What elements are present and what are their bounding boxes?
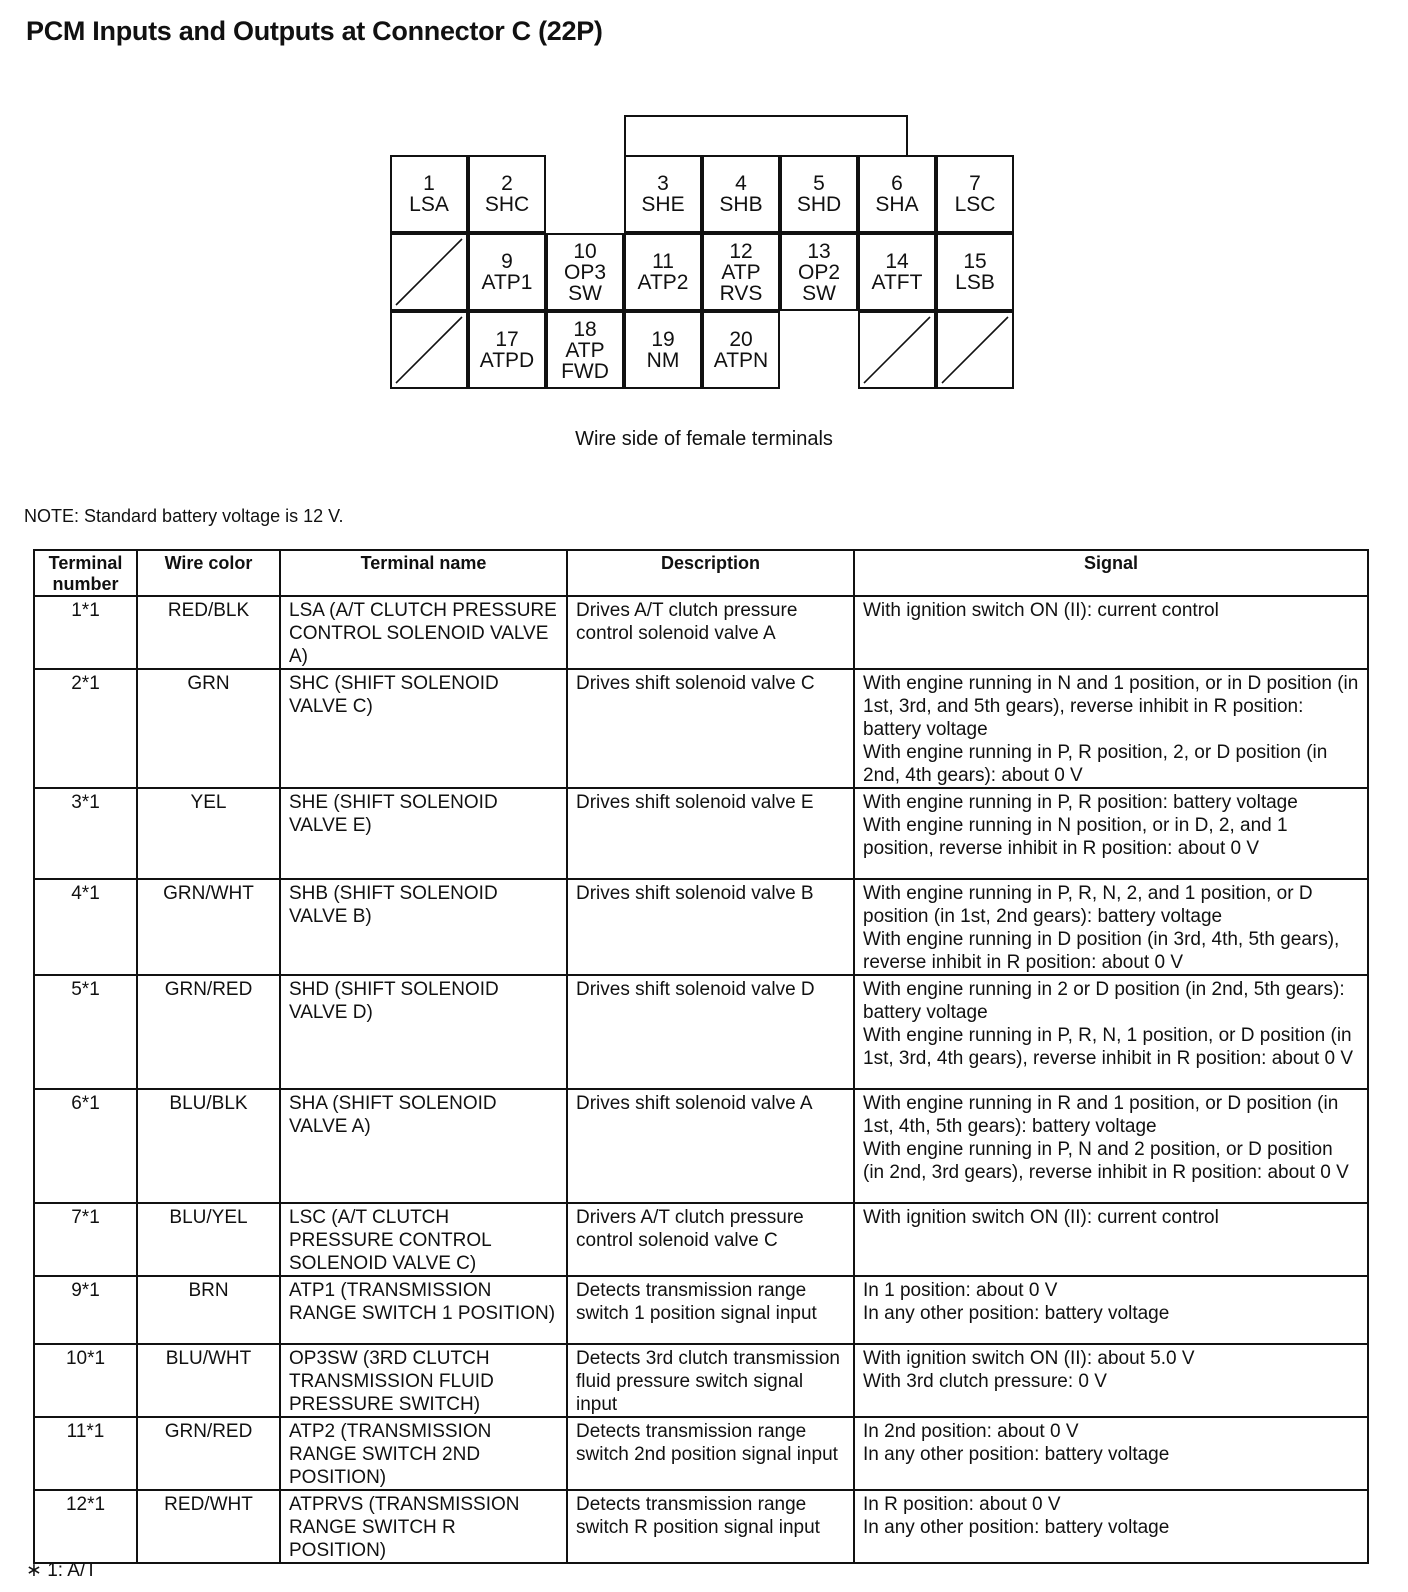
terminal-cell bbox=[624, 311, 702, 389]
terminal-number: 19 bbox=[651, 328, 675, 351]
terminal-number: 7 bbox=[969, 172, 981, 195]
terminal-label: ATP FWD bbox=[561, 338, 609, 383]
terminal-number: 4 bbox=[735, 172, 747, 195]
description-cell: Drives shift solenoid valve B bbox=[567, 879, 854, 975]
terminal-number: 18 bbox=[573, 317, 597, 341]
wire-color-cell: YEL bbox=[137, 788, 280, 879]
signal-cell: With engine running in P, R position: battery voltage With engine running in N position, or in D, 2, and 1 position, reverse inhibit in R position: about 0 V bbox=[854, 788, 1368, 879]
terminal-cell bbox=[468, 155, 546, 233]
terminal-name-cell: OP3SW (3RD CLUTCH TRANSMISSION FLUID PRESSURE SWITCH) bbox=[280, 1344, 567, 1417]
wire-color-cell: GRN bbox=[137, 669, 280, 788]
terminal-label: SHB bbox=[719, 193, 763, 216]
terminal-label: SHA bbox=[875, 193, 919, 216]
terminal-cell bbox=[702, 233, 780, 311]
description-cell: Drives shift solenoid valve C bbox=[567, 669, 854, 788]
terminal-name-cell: ATP2 (TRANSMISSION RANGE SWITCH 2ND POSITION) bbox=[280, 1417, 567, 1490]
terminal-number-cell: 11*1 bbox=[34, 1417, 137, 1490]
terminal-cell bbox=[468, 233, 546, 311]
slash-mark bbox=[392, 313, 466, 387]
description-cell: Drives shift solenoid valve E bbox=[567, 788, 854, 879]
terminal-name-cell: SHC (SHIFT SOLENOID VALVE C) bbox=[280, 669, 567, 788]
terminal-number: 15 bbox=[963, 250, 987, 273]
terminal-number: 5 bbox=[813, 172, 825, 195]
terminal-name-cell: SHB (SHIFT SOLENOID VALVE B) bbox=[280, 879, 567, 975]
terminal-label: LSC bbox=[954, 193, 996, 216]
description-cell: Detects transmission range switch R position signal input bbox=[567, 1490, 854, 1563]
table-row bbox=[34, 788, 1368, 879]
connector-lock-tab bbox=[624, 115, 908, 155]
table-row bbox=[34, 669, 1368, 788]
footnote: ∗ 1: A/T bbox=[26, 1560, 97, 1581]
wire-color-cell: BLU/WHT bbox=[137, 1344, 280, 1417]
terminal-number-cell: 9*1 bbox=[34, 1276, 137, 1344]
signal-cell: With engine running in R and 1 position, or D position (in 1st, 4th, 5th gears): battery voltage With engine running in P, N and 2 position, or D position (in 2nd, 3rd gears), reverse inhibit in R position: about 0 V bbox=[854, 1089, 1368, 1203]
description-cell: Drivers A/T clutch pressure control solenoid valve C bbox=[567, 1203, 854, 1276]
signal-cell: With ignition switch ON (II): current control bbox=[854, 596, 1368, 669]
terminal-number-cell: 12*1 bbox=[34, 1490, 137, 1563]
signal-cell: In 2nd position: about 0 V In any other position: battery voltage bbox=[854, 1417, 1368, 1490]
header-terminal-name: Terminal name bbox=[280, 550, 567, 596]
terminal-number-cell: 3*1 bbox=[34, 788, 137, 879]
terminal-label: ATP1 bbox=[481, 271, 533, 294]
terminal-cell bbox=[702, 155, 780, 233]
terminal-cell bbox=[390, 155, 468, 233]
table-row bbox=[34, 1344, 1368, 1417]
description-cell: Drives A/T clutch pressure control solenoid valve A bbox=[567, 596, 854, 669]
terminal-number-cell: 10*1 bbox=[34, 1344, 137, 1417]
slash-mark bbox=[392, 235, 466, 309]
terminal-cell bbox=[546, 233, 624, 311]
terminal-number: 12 bbox=[729, 239, 753, 263]
terminal-label: LSB bbox=[955, 271, 995, 294]
table-row bbox=[34, 1276, 1368, 1344]
pin-table bbox=[33, 549, 1369, 1564]
terminal-cell bbox=[702, 311, 780, 389]
description-cell: Drives shift solenoid valve A bbox=[567, 1089, 854, 1203]
table-row bbox=[34, 596, 1368, 669]
terminal-cell bbox=[468, 311, 546, 389]
terminal-name-cell: ATP1 (TRANSMISSION RANGE SWITCH 1 POSITION) bbox=[280, 1276, 567, 1344]
description-cell: Detects transmission range switch 1 position signal input bbox=[567, 1276, 854, 1344]
diagram-caption: Wire side of female terminals bbox=[575, 428, 833, 450]
terminal-label: ATP RVS bbox=[719, 260, 763, 305]
terminal-label: ATPN bbox=[713, 349, 769, 372]
description-cell: Detects transmission range switch 2nd position signal input bbox=[567, 1417, 854, 1490]
empty-terminal-cell bbox=[390, 233, 468, 311]
terminal-cell bbox=[858, 233, 936, 311]
terminal-number: 6 bbox=[891, 172, 903, 195]
header-description: Description bbox=[567, 550, 854, 596]
terminal-number-cell: 2*1 bbox=[34, 669, 137, 788]
wire-color-cell: BRN bbox=[137, 1276, 280, 1344]
wire-color-cell: GRN/RED bbox=[137, 1417, 280, 1490]
terminal-name-cell: SHD (SHIFT SOLENOID VALVE D) bbox=[280, 975, 567, 1089]
wire-color-cell: GRN/WHT bbox=[137, 879, 280, 975]
terminal-number: 13 bbox=[807, 239, 831, 263]
signal-cell: In R position: about 0 V In any other position: battery voltage bbox=[854, 1490, 1368, 1563]
terminal-cell bbox=[858, 155, 936, 233]
connector-diagram bbox=[390, 115, 1016, 391]
terminal-number-cell: 7*1 bbox=[34, 1203, 137, 1276]
terminal-number: 17 bbox=[495, 328, 519, 351]
terminal-cell bbox=[624, 155, 702, 233]
table-row bbox=[34, 1417, 1368, 1490]
wire-color-cell: BLU/BLK bbox=[137, 1089, 280, 1203]
terminal-name-cell: ATPRVS (TRANSMISSION RANGE SWITCH R POSITION) bbox=[280, 1490, 567, 1563]
terminal-number: 20 bbox=[729, 328, 753, 351]
table-row bbox=[34, 1089, 1368, 1203]
table-row bbox=[34, 879, 1368, 975]
terminal-label: OP3 SW bbox=[563, 260, 607, 305]
empty-terminal-cell bbox=[936, 311, 1014, 389]
terminal-label: NM bbox=[646, 349, 680, 372]
terminal-name-cell: LSA (A/T CLUTCH PRESSURE CONTROL SOLENOID VALVE A) bbox=[280, 596, 567, 669]
description-cell: Detects 3rd clutch transmission fluid pressure switch signal input bbox=[567, 1344, 854, 1417]
slash-mark bbox=[860, 313, 934, 387]
empty-terminal-cell bbox=[858, 311, 936, 389]
terminal-number: 2 bbox=[501, 172, 513, 195]
header-wire-color: Wire color bbox=[137, 550, 280, 596]
wire-color-cell: RED/WHT bbox=[137, 1490, 280, 1563]
signal-cell: With ignition switch ON (II): about 5.0 V With 3rd clutch pressure: 0 V bbox=[854, 1344, 1368, 1417]
signal-cell: With engine running in N and 1 position, or in D position (in 1st, 3rd, and 5th gears), reverse inhibit in R position: battery voltage With engine running in P, R position, 2, or D position (in 2nd, 4th gears): about 0 V bbox=[854, 669, 1368, 788]
table-row bbox=[34, 975, 1368, 1089]
terminal-cell bbox=[624, 233, 702, 311]
terminal-name-cell: LSC (A/T CLUTCH PRESSURE CONTROL SOLENOID VALVE C) bbox=[280, 1203, 567, 1276]
signal-cell: With engine running in P, R, N, 2, and 1 position, or D position (in 1st, 2nd gears): battery voltage With engine running in D position (in 3rd, 4th, 5th gears), reverse inhibit in R position: about 0 V bbox=[854, 879, 1368, 975]
terminal-number-cell: 4*1 bbox=[34, 879, 137, 975]
header-terminal-number: Terminal number bbox=[34, 550, 137, 596]
wire-color-cell: BLU/YEL bbox=[137, 1203, 280, 1276]
signal-cell: With ignition switch ON (II): current control bbox=[854, 1203, 1368, 1276]
table-header-row bbox=[34, 550, 1368, 596]
terminal-label: OP2 SW bbox=[797, 260, 841, 305]
wire-color-cell: RED/BLK bbox=[137, 596, 280, 669]
terminal-label: LSA bbox=[409, 193, 449, 216]
wire-color-cell: GRN/RED bbox=[137, 975, 280, 1089]
terminal-cell bbox=[936, 233, 1014, 311]
terminal-cell bbox=[780, 233, 858, 311]
terminal-label: ATPD bbox=[479, 349, 535, 372]
empty-terminal-cell bbox=[390, 311, 468, 389]
signal-cell: In 1 position: about 0 V In any other position: battery voltage bbox=[854, 1276, 1368, 1344]
table-row bbox=[34, 1203, 1368, 1276]
terminal-label: ATFT bbox=[871, 271, 923, 294]
terminal-label: SHC bbox=[484, 193, 530, 216]
terminal-number: 10 bbox=[573, 239, 597, 263]
header-signal: Signal bbox=[854, 550, 1368, 596]
terminal-number-cell: 6*1 bbox=[34, 1089, 137, 1203]
terminal-cell bbox=[936, 155, 1014, 233]
terminal-label: SHE bbox=[641, 193, 685, 216]
terminal-number-cell: 1*1 bbox=[34, 596, 137, 669]
terminal-cell bbox=[780, 155, 858, 233]
description-cell: Drives shift solenoid valve D bbox=[567, 975, 854, 1089]
terminal-name-cell: SHA (SHIFT SOLENOID VALVE A) bbox=[280, 1089, 567, 1203]
terminal-cell bbox=[546, 311, 624, 389]
terminal-number: 1 bbox=[423, 172, 435, 195]
table-row bbox=[34, 1490, 1368, 1563]
terminal-name-cell: SHE (SHIFT SOLENOID VALVE E) bbox=[280, 788, 567, 879]
signal-cell: With engine running in 2 or D position (in 2nd, 5th gears): battery voltage With engine running in P, R, N, 1 position, or D position (in 1st, 3rd, 4th gears), reverse inhibit in R position: about 0 V bbox=[854, 975, 1368, 1089]
terminal-number: 3 bbox=[657, 172, 669, 195]
terminal-number: 9 bbox=[501, 250, 513, 273]
page-title: PCM Inputs and Outputs at Connector C (22P) bbox=[26, 16, 603, 46]
terminal-number: 11 bbox=[652, 250, 674, 273]
terminal-number: 14 bbox=[885, 250, 909, 273]
terminal-label: SHD bbox=[796, 193, 842, 216]
slash-mark bbox=[938, 313, 1012, 387]
terminal-number-cell: 5*1 bbox=[34, 975, 137, 1089]
battery-note: NOTE: Standard battery voltage is 12 V. bbox=[24, 506, 344, 526]
terminal-label: ATP2 bbox=[637, 271, 689, 294]
